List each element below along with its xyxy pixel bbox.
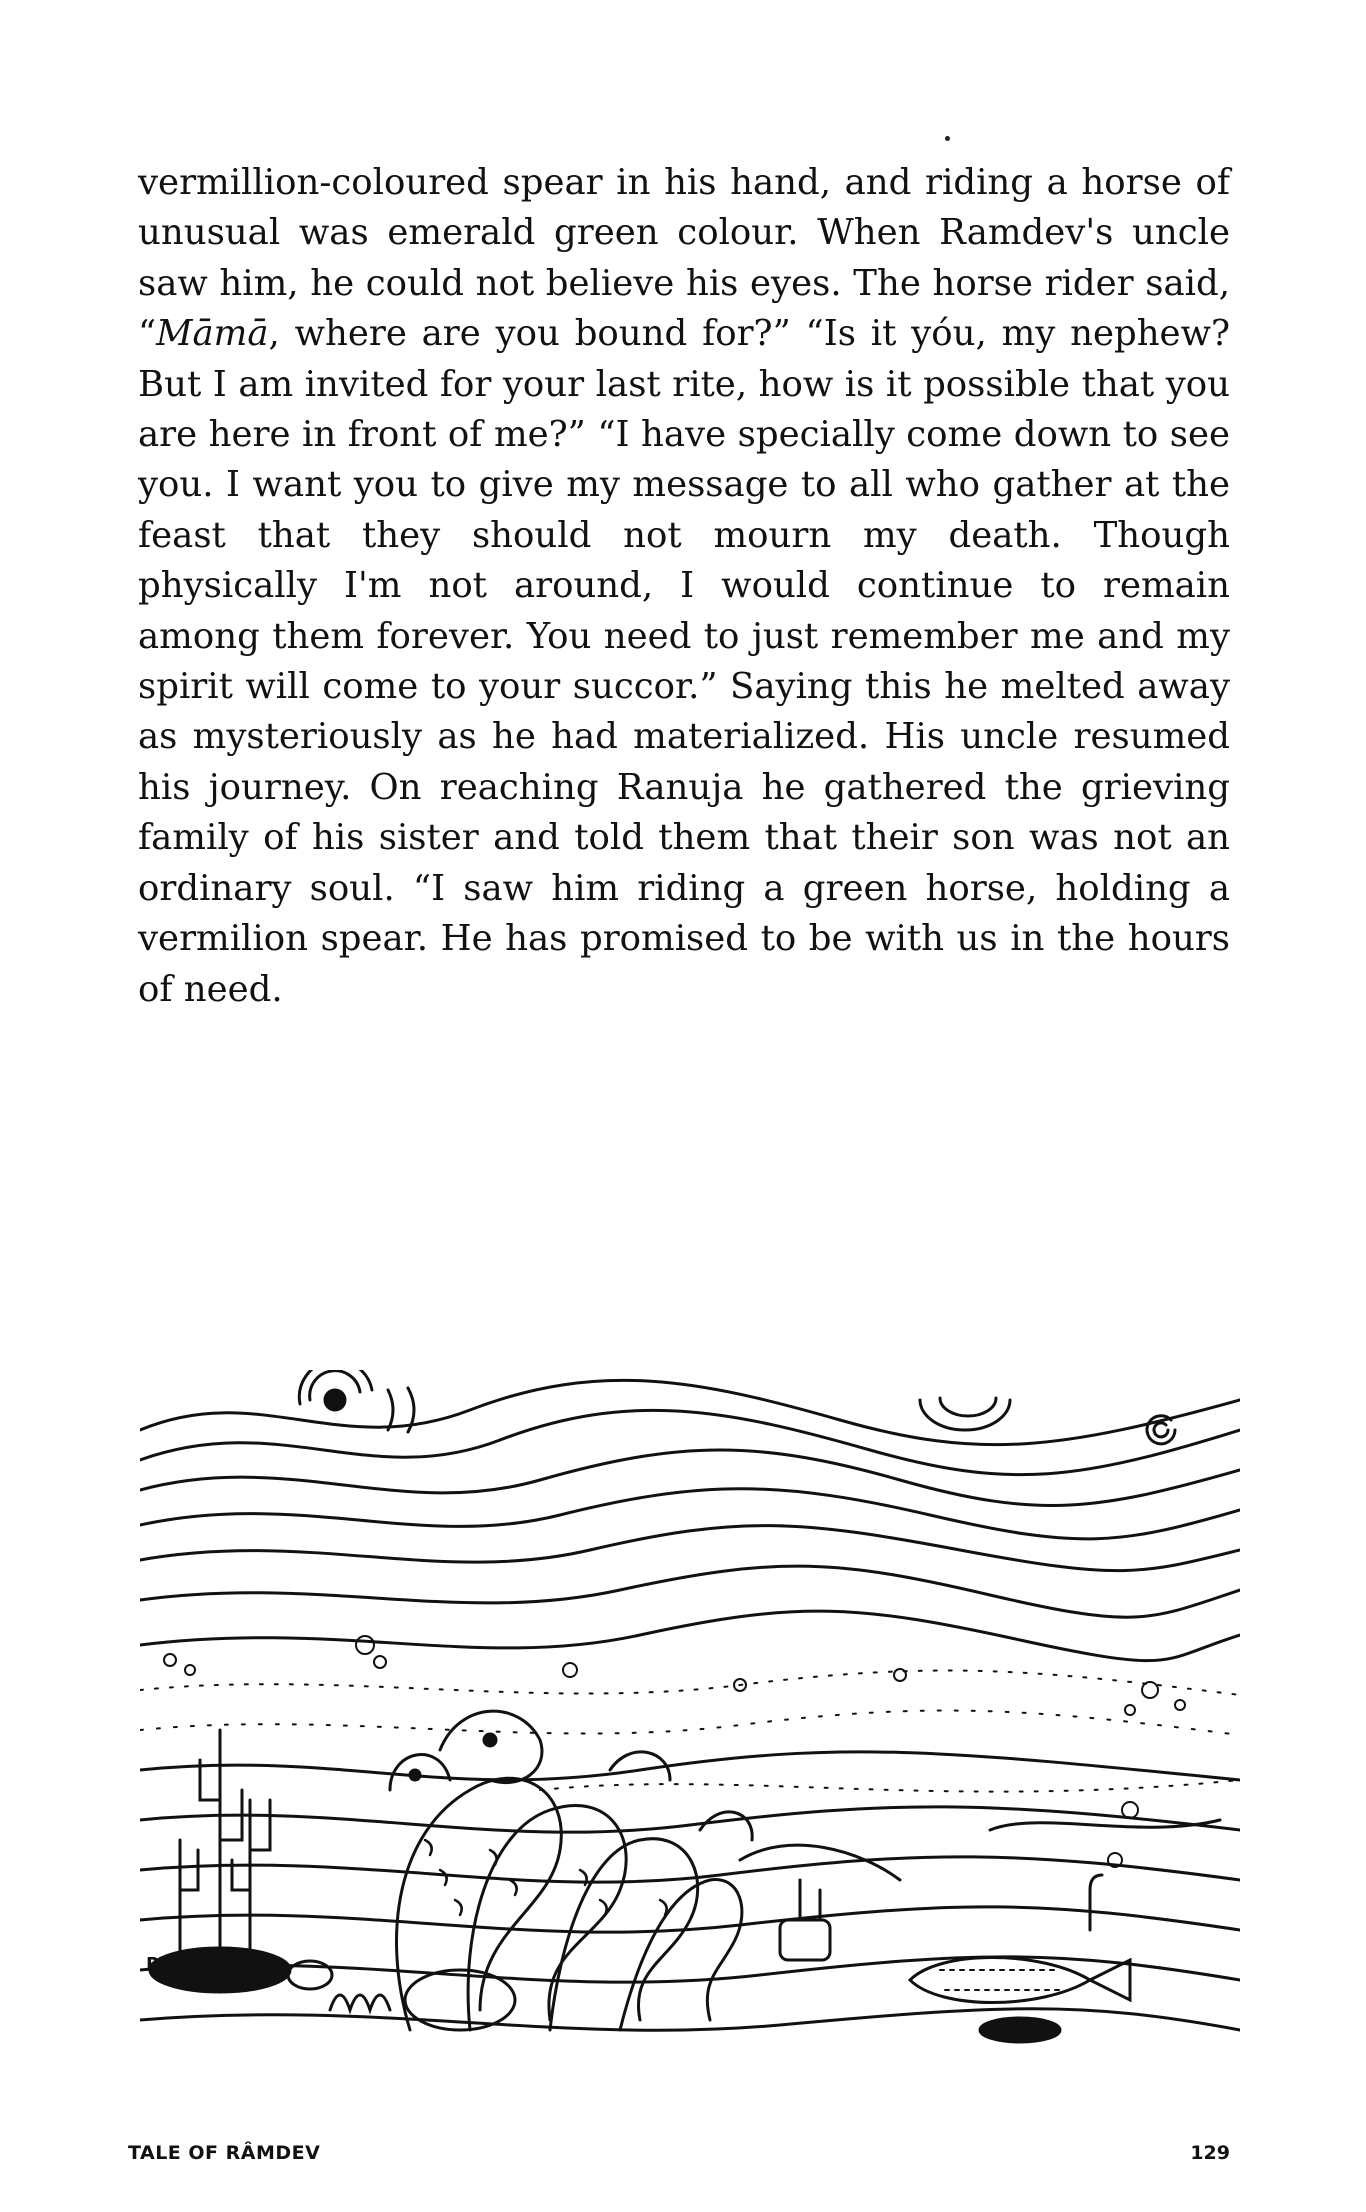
ink-dot [945, 136, 950, 141]
paragraph-text-end: , where are you bound for?” “Is it yóu, my nephew? But I am invited for your last rite, how is it possible that you are here in front of me?” “I have specially come down to see you. I want you to give my message to all who gather at the feast that they should not mourn my death. Though physically I'm not around, I would continue to remain among them forever. You need to just remember me and my spirit will come to your succor.” Saying this he melted away as mysteriously as he had materialized. His uncle resumed his journey. On reaching Ranuja he gathered the grieving family of his sister and told them that their son was not an ordinary soul. “I saw him riding a green horse, holding a vermilion spear. He has promised to be with us in the hours of need. [138, 313, 1230, 1010]
wave-lines [140, 1380, 1240, 1660]
italic-word: Māmā [156, 313, 269, 355]
running-footer-title: TALE OF RÂMDEV [128, 2142, 321, 2164]
bubbles-dots [140, 1636, 1240, 1867]
coral [150, 1730, 332, 1992]
body-paragraph [138, 158, 1230, 1015]
artist-signature: RCHITA [146, 1954, 220, 1975]
sun-swirl [299, 1370, 1175, 1444]
paragraph-text-start: vermillion-coloured spear in his hand, and riding a horse of unusual was emerald green colour. When Ramdev's uncle saw him, he could not believe his eyes. The horse rider said, “ [138, 162, 1230, 355]
underwater-serpent-illustration [140, 1370, 1240, 2050]
page-number: 129 [1190, 2142, 1230, 2164]
